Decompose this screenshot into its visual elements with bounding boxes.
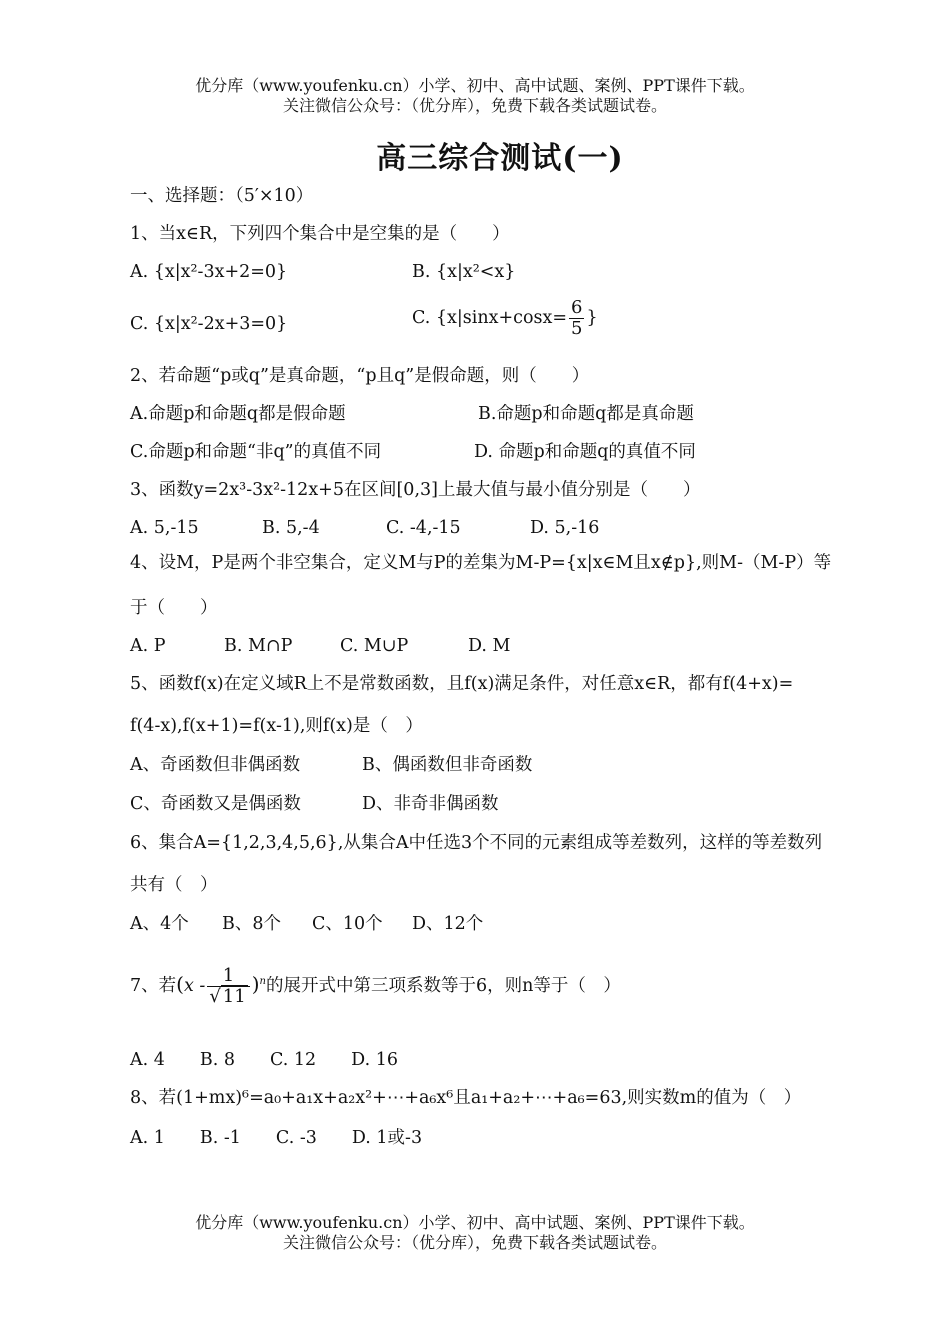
question-5-option-b: B、偶函数但非奇函数	[362, 755, 533, 775]
question-2-option-c: C.命题p和命题“非q”的真值不同	[130, 442, 382, 462]
page-title: 高三综合测试(一)	[376, 141, 624, 176]
question-6-option-d: D、12个	[412, 914, 484, 934]
question-6-option-c: C、10个	[312, 914, 383, 934]
footer-line-1: 优分库（www.youfenku.cn）小学、初中、高中试题、案例、PPT课件下载。	[195, 1213, 755, 1232]
sqrt-radicand: 11	[222, 986, 246, 1007]
question-1-option-b: B. {x|x²<x}	[412, 262, 516, 282]
fraction-numerator: 1	[207, 966, 249, 987]
question-3-option-d: D. 5,-16	[530, 518, 600, 538]
question-4-stem-line-1: 4、设M，P是两个非空集合，定义M与P的差集为M-P={x|x∈M且x∉p},则M-（M-P）等	[130, 553, 832, 573]
question-1-option-d-prefix: C. {x|sinx+cosx=	[412, 308, 568, 328]
question-6-stem-line-1: 6、集合A={1,2,3,4,5,6},从集合A中任选3个不同的元素组成等差数列，这样的等差数列	[130, 833, 823, 853]
expression-exponent: n	[259, 976, 266, 987]
question-5-stem-line-1: 5、函数f(x)在定义域R上不是常数函数，且f(x)满足条件，对任意x∈R，都有f(4+x)=	[130, 674, 794, 694]
expression-x: x -	[183, 976, 206, 996]
question-5-option-c: C、奇函数又是偶函数	[130, 794, 301, 814]
question-3-option-b: B. 5,-4	[262, 518, 320, 538]
question-3-option-a: A. 5,-15	[130, 518, 199, 538]
question-1-stem: 1、当x∈R，下列四个集合中是空集的是（ ）	[130, 224, 510, 244]
question-7-suffix: 的展开式中第三项系数等于6，则n等于（ ）	[265, 976, 621, 996]
question-5-stem-line-2: f(4-x),f(x+1)=f(x-1),则f(x)是（ ）	[130, 716, 423, 736]
question-7-prefix: 7、若	[130, 976, 177, 996]
header-line-2: 关注微信公众号：（优分库），免费下载各类试题试卷。	[282, 96, 667, 115]
question-7-options: A. 4 B. 8 C. 12 D. 16	[130, 1050, 398, 1070]
question-4-option-b: B. M∩P	[224, 636, 293, 656]
question-4-option-c: C. M∪P	[340, 636, 409, 656]
question-3-stem: 3、函数y=2x³-3x²-12x+5在区间[0,3]上最大值与最小值分别是（ ）	[130, 480, 701, 500]
fraction-numerator: 6	[571, 297, 583, 318]
question-4-option-a: A. P	[130, 636, 166, 656]
question-2-stem: 2、若命题“p或q”是真命题，“p且q”是假命题，则（ ）	[130, 366, 590, 386]
question-2-option-b: B.命题p和命题q都是真命题	[478, 404, 694, 424]
question-5-option-d: D、非奇非偶函数	[362, 794, 499, 814]
question-5-option-a: A、奇函数但非偶函数	[130, 755, 301, 775]
question-7-stem	[130, 966, 621, 1007]
fraction-denominator: √ 11	[209, 986, 246, 1007]
question-3-option-c: C. -4,-15	[386, 518, 461, 538]
question-6-stem-line-2: 共有（ ）	[130, 875, 218, 895]
fraction-denominator: 5	[571, 318, 583, 339]
question-6-option-b: B、8个	[222, 914, 281, 934]
section-heading: 一、选择题：（5′×10）	[130, 186, 314, 206]
paren-left: (	[176, 972, 184, 996]
question-1-option-a: A. {x|x²-3x+2=0}	[130, 262, 288, 282]
fraction	[569, 298, 584, 339]
question-1-option-c: C. {x|x²-2x+3=0}	[130, 314, 288, 334]
question-4-option-d: D. M	[468, 636, 511, 656]
fraction	[207, 966, 249, 1007]
question-2-option-d: D. 命题p和命题q的真值不同	[474, 442, 696, 462]
question-4-stem-line-2: 于（ ）	[130, 598, 218, 618]
header-line-1: 优分库（www.youfenku.cn）小学、初中、高中试题、案例、PPT课件下载。	[195, 76, 755, 95]
question-2-option-a: A.命题p和命题q都是假命题	[130, 404, 346, 424]
footer-line-2: 关注微信公众号：（优分库），免费下载各类试题试卷。	[282, 1233, 667, 1252]
paren-right: )	[251, 972, 260, 996]
question-6-option-a: A、4个	[130, 914, 189, 934]
question-8-stem: 8、若(1+mx)⁶=a₀+a₁x+a₂x²+⋯+a₆x⁶且a₁+a₂+⋯+a₆=63,则实数m的值为（ ）	[130, 1088, 802, 1108]
question-1-option-d	[412, 298, 598, 339]
question-1-option-d-suffix: }	[586, 308, 598, 328]
question-8-options: A. 1 B. -1 C. -3 D. 1或-3	[130, 1128, 423, 1148]
